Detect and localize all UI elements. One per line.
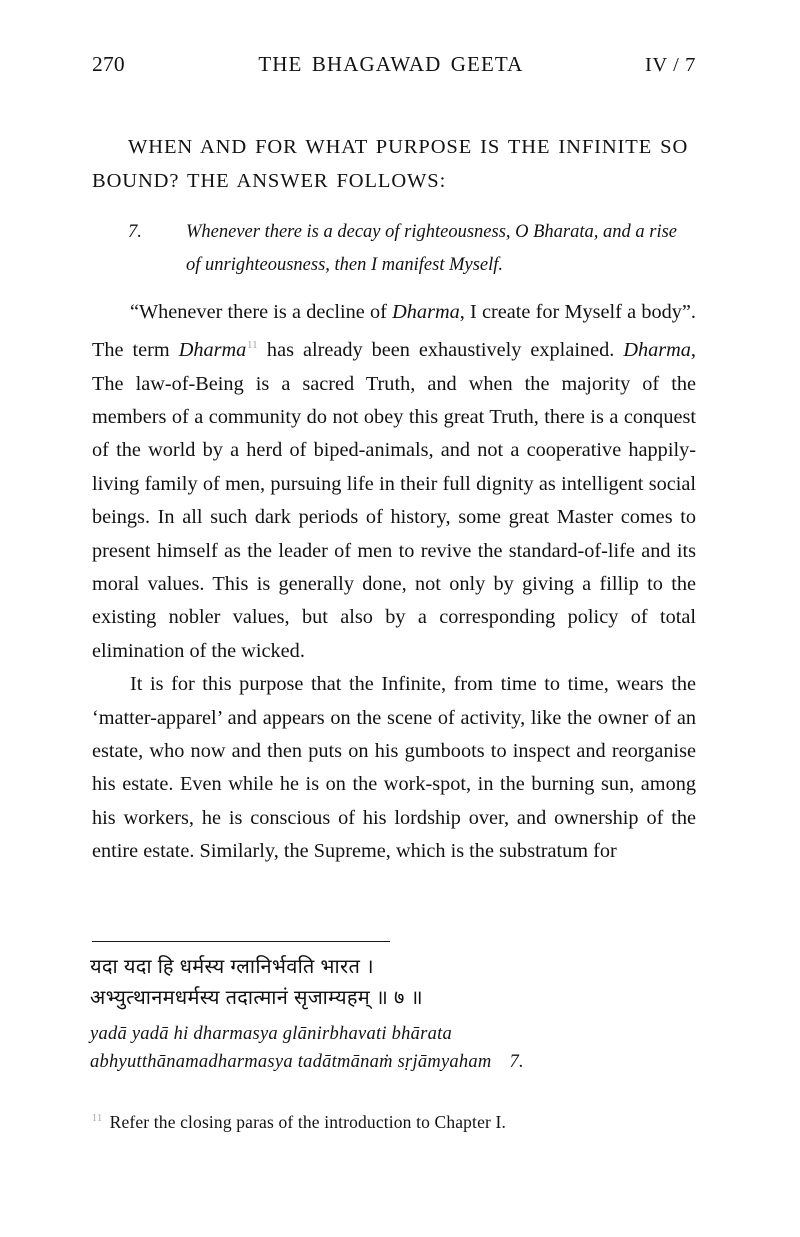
- footnote-separator-rule: [92, 941, 390, 942]
- body-text: [92, 296, 696, 869]
- paragraph-one: [92, 296, 696, 668]
- footnote-text: Refer the closing paras of the introduction to Chapter I.: [109, 1111, 506, 1132]
- devanagari-line-2: अभ्युत्थानमधर्मस्य तदात्मानं सृजाम्यहम् ॥ ७ ॥: [90, 987, 423, 1009]
- devanagari-line-1: यदा यदा हि धर्मस्य ग्लानिर्भवति भारत ।: [90, 956, 374, 978]
- transliteration-verse-number: 7.: [509, 1052, 524, 1072]
- para1-segment-2: , I create for Myself a body”. The term: [92, 301, 697, 362]
- para1-segment-3: has already been exhaustively explained.: [257, 339, 624, 362]
- paragraph-two: It is for this purpose that the Infinite, from time to time, wears the ‘matter-apparel’ and appears on the scene of activity, like the owner of an estate, who now and then puts on his gumboots to inspect and reorganise his estate. Even while he is on the work-spot, in the burning sun, among his workers, he is conscious of his lordship over, and ownership of the entire estate. Similarly, the Supreme, which is the substratum for: [92, 673, 696, 863]
- verse-translation-text: Whenever there is a decay of righteousness, O Bharata, and a rise of unrighteousness, then I manifest Myself.: [186, 222, 678, 275]
- transliteration-line-1: yadā yadā hi dharmasya glānirbhavati bhārata: [90, 1024, 452, 1044]
- sanskrit-verse-block: [90, 952, 700, 1076]
- transliteration-line-2-text: abhyutthānamadharmasya tadātmānaṁ sṛjāmyaham: [90, 1052, 492, 1072]
- footnote-number: 11: [92, 1113, 103, 1124]
- para1-italic-dharma-1: Dharma: [392, 301, 460, 323]
- para1-italic-dharma-2: Dharma: [178, 339, 247, 362]
- verse-number: 7.: [128, 222, 142, 242]
- chapter-verse-reference: IV / 7: [644, 54, 696, 76]
- section-heading: WHEN AND FOR WHAT PURPOSE IS THE INFINITE SO BOUND? THE ANSWER FOLLOWS:: [92, 136, 689, 192]
- transliteration-line-2: [90, 1048, 700, 1076]
- page-number: 270: [92, 52, 125, 76]
- book-title: THE BHAGAWAD GEETA: [258, 52, 524, 76]
- footnote: [92, 1106, 696, 1135]
- running-head: [92, 52, 696, 77]
- para1-italic-dharma-3: Dharma: [623, 339, 691, 362]
- para1-segment-4: , The law-of-Being is a sacred Truth, and when the majority of the members of a community do not obey this great Truth, there is a conquest of the world by a herd of biped-animals, and not a cooperative happily-living family of men, pursuing life in their full dignity as intelligent social beings. In all such dark periods of history, some great Master comes to present himself as the leader of men to revive the standard-of-life and its moral values. This is generally done, not only by giving a fillip to the existing nobler values, but also by a corresponding policy of total elimination of the wicked.: [92, 339, 696, 662]
- para1-segment-1: “Whenever there is a decline of: [130, 301, 393, 323]
- footnote-reference-marker[interactable]: 11: [247, 340, 258, 352]
- verse-translation-block: [128, 216, 696, 282]
